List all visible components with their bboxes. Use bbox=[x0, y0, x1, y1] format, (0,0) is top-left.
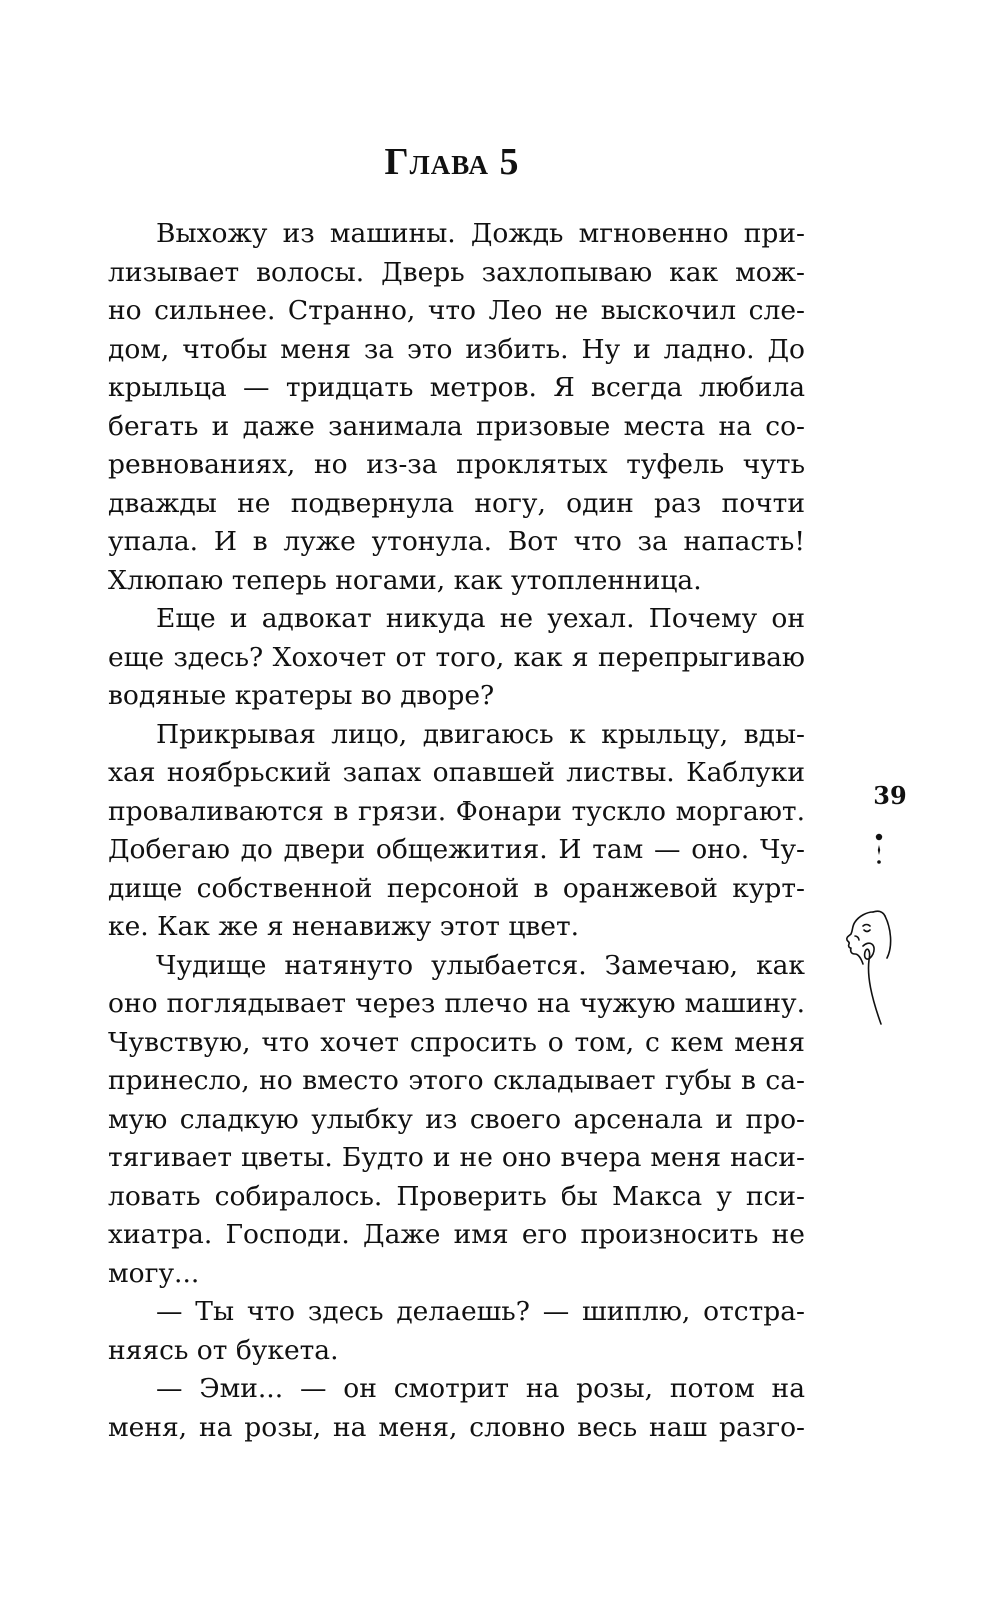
text-line: лизывает волосы. Дверь захлопываю как мож- bbox=[108, 256, 805, 288]
text-line: мую сладкую улыбку из своего арсенала и про- bbox=[108, 1103, 805, 1135]
text-line: Чудище натянуто улыбается. Замечаю, как bbox=[156, 949, 805, 981]
text-line: тягивает цветы. Будто и не оно вчера меня наси- bbox=[108, 1142, 805, 1173]
face-line-art-icon bbox=[833, 906, 893, 1026]
text-line: Хлюпаю теперь ногами, как утопленница. bbox=[108, 564, 702, 596]
text-line: дважды не подвернула ногу, один раз почти bbox=[108, 487, 805, 519]
text-line: упала. И в луже утонула. Вот что за напасть! bbox=[108, 526, 805, 557]
text-line: хая ноябрьский запах опавшей листвы. Каблуки bbox=[108, 757, 805, 788]
text-line: ке. Как же я ненавижу этот цвет. bbox=[108, 911, 580, 942]
text-line: принесло, но вместо этого складывает губы в са- bbox=[108, 1065, 805, 1096]
text-line: ловать собиралось. Проверить бы Макса у пси- bbox=[108, 1180, 805, 1212]
text-line: Выхожу из машины. Дождь мгновенно при- bbox=[156, 218, 805, 249]
page-number: 39 bbox=[873, 781, 907, 810]
text-line: Прикрывая лицо, двигаюсь к крыльцу, вды- bbox=[156, 718, 805, 750]
text-line: крыльца — тридцать метров. Я всегда любила bbox=[108, 372, 805, 403]
body-text bbox=[108, 215, 805, 1447]
text-line: но сильнее. Странно, что Лео не выскочил сле- bbox=[108, 295, 805, 326]
text-line: няясь от букета. bbox=[108, 1334, 339, 1366]
text-line: Добегаю до двери общежития. И там — оно. Чу- bbox=[108, 834, 805, 865]
text-line: Чувствую, что хочет спросить о том, с кем меня bbox=[108, 1026, 805, 1058]
text-line: оно поглядывает через плечо на чужую машину. bbox=[108, 988, 805, 1019]
text-line: ревнованиях, но из-за проклятых туфель чуть bbox=[108, 449, 805, 480]
text-line: Еще и адвокат никуда не уехал. Почему он bbox=[156, 603, 805, 634]
text-line: меня, на розы, на меня, словно весь наш разго- bbox=[108, 1411, 805, 1443]
text-line: еще здесь? Хохочет от того, как я перепрыгиваю bbox=[108, 641, 805, 673]
dots-ornament-icon bbox=[872, 833, 886, 867]
text-line: хиатра. Господи. Даже имя его произносить не bbox=[108, 1219, 805, 1250]
text-line: дом, чтобы меня за это избить. Ну и ладно. До bbox=[108, 333, 805, 365]
chapter-title: Глава 5 bbox=[384, 141, 520, 183]
text-line: дище собственной персоной в оранжевой курт- bbox=[108, 872, 805, 904]
text-line: — Ты что здесь делаешь? — шиплю, отстра- bbox=[156, 1296, 805, 1327]
text-line: водяные кратеры во дворе? bbox=[108, 680, 495, 711]
text-line: — Эми... — он смотрит на розы, потом на bbox=[156, 1373, 805, 1404]
text-line: могу... bbox=[108, 1257, 200, 1289]
text-line: проваливаются в грязи. Фонари тускло моргают. bbox=[108, 795, 805, 827]
text-line: бегать и даже занимала призовые места на со- bbox=[108, 410, 805, 442]
